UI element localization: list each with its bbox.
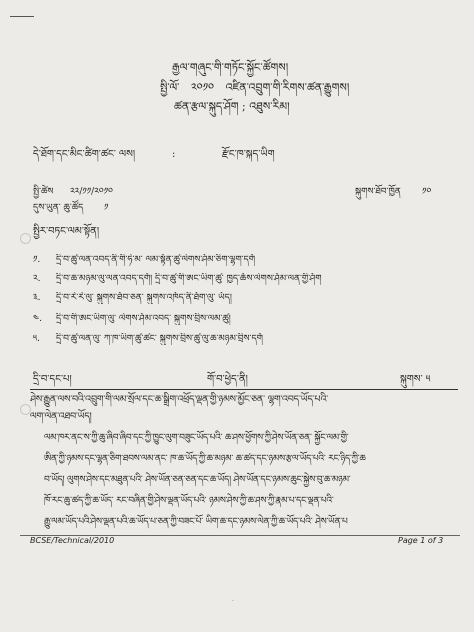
passage-line: རྒྱུ་ལམ་ཡོད་པའི་ཤེས་ལྡན་པའི་ཆ་ཡོད་པ་ཅན་ཀྱི་བཟང་པོ་ ཡིག་ཆ་དང་ཉམས་ལེན་ཀྱི་ཆ་ཡོད་པའི་ ཤེས་ཡོན་པ: [44, 517, 348, 527]
subject-value: རྫོང་ཁ་སྐད་ཡིག: [222, 149, 275, 160]
header-line-1: རྒྱལ་གཞུང་གི་གཏོང་སྐྱོང་ཚོགས།: [172, 61, 289, 74]
instruction-text: དྲི་བ་ཚུ་ལན་ལུ་ ཀ་ཁ་ཡིག་ཚུ་ཚང་ སྐུགས་བྲིས་ཚུ་ལུ་ཆ་མཉམ་བྲིས་དགོ: [56, 334, 263, 344]
passage-line: བ་ཡོད། ལུགས་ཤེས་དང་མཐུན་པའི་ ཤེས་ཡོན་ཅན་ཅན་དང་ཆ་ཡོད། ཤེས་ཡོན་དང་ཉམས་ཆུང་སྐྱེས་བུ་ཆ་མཉམ་: [44, 475, 351, 485]
footer-left: BCSE/Technical/2010: [30, 536, 115, 545]
instruction-text: དྲི་བ་རེ་རེ་ལུ་ སྐུགས་ཐོབ་ཅན་ སྐུགས་འཁོད་ནི་ཐོག་ལུ་ ཡོད།: [56, 293, 232, 303]
section-marks-value: ༥: [425, 374, 431, 385]
header-line-3: ཚན་རྩལ་སྐུད་ཤོག ; འཐུས་རིམ།: [174, 100, 290, 113]
scan-mark: [10, 16, 34, 17]
page-mark: ·: [232, 598, 234, 605]
instructions-heading: སྤྱིར་བཏང་ལམ་སྟོན།: [33, 226, 100, 237]
duration-value: ༡: [104, 203, 109, 213]
subject-label: དེ་ཐོག་དང་མིང་ཚིག་ཚང་ ལས།: [33, 149, 136, 160]
punch-hole: [20, 233, 31, 244]
header-year-label: སྤྱི་ལོ་: [160, 81, 180, 94]
instruction-number: ༢.: [33, 274, 41, 284]
section-rule: [30, 389, 458, 390]
passage-line: ཨིན་ཀྱི་ཉམས་དང་ལྷན་ཅིག་ཐབས་ལམ་ནང་ ཁ་ཆ་ཡོད་ཀྱི་ཆ་མཉམ་ ཆ་ཚད་དང་ཉམས་རྩལ་ཡོད་པའི་ རང་ཉིད་ཀྱི་ཆ: [44, 454, 366, 464]
instruction-number: ༤.: [33, 314, 43, 324]
section-marks: [400, 374, 430, 386]
passage-line: ཁོ་རང་ཆུ་ཚད་ཀྱི་ཆ་ཡོད་ རང་བཞིན་གྱི་ཤེས་ལྡན་ཡོད་པའི་ ཉམས་ཤེས་ཀྱི་ཆ་ཤས་ཀྱི་རྣམ་པ་དང་ལྡན་པའི་: [44, 496, 334, 506]
instruction-text: དྲི་བ་གི་ཨང་ཡིག་ལུ་ ལེགས་ཤོམ་འབད་ སྐུགས་བྲིས་ལམ་ཚུ།: [56, 314, 231, 324]
passage-line: ལམ་ཁར་ནང་ས་ཀྱི་ཆུ་ཞིབ་ཞིབ་དང་ཀྱི་ཁྱུང་ལུག་བཟུང་ཡོད་པའི་ ཆ་ཤས་ཕྱོགས་ཀྱི་ཤེས་ཡོན་ཅན་ སྐྱོང་ལམ་གྱི་: [44, 433, 349, 443]
question-line-1: ཤེས་རྒྱུན་ལས་བའི་འབྲུག་གི་ལམ་སྲོལ་དང་ཆ་སྒྲིག་འཕྲོད་ལྡན་གྱི་ཉམས་མྱོང་ཅན་ ལྷག་འབད་ཡོད་པའི་: [30, 394, 329, 405]
date-label: སྤྱི་ཚེས: [33, 187, 54, 197]
instruction-number: ༡.: [33, 255, 41, 265]
total-marks-label: སྐུགས་ཐོབ་ཁྱོན: [355, 187, 401, 197]
duration-label: དུས་ཡུན་ ཆུ་ཚོད: [33, 203, 84, 213]
footer-right: Page 1 of 3: [398, 536, 444, 545]
header-year: ༢༠༡༠: [190, 81, 215, 94]
instruction-text: དྲི་བ་ཚུ་ལན་འབད་ནི་གི་ཧེ་མ་ ལམ་སྟོན་ཚུ་ལེགས་ཤོམ་ཅིག་ལྷག་དགོ: [56, 255, 256, 265]
section-left-label: དྲི་བ་དང་པ།: [33, 374, 72, 385]
section-center-label: གོ་བ་ཕྱེད་ནི།: [207, 374, 248, 385]
instruction-number: ༥.: [33, 334, 40, 344]
question-line-2: ལག་ལེན་འཐབ་ཡོད།: [30, 411, 92, 422]
instruction-number: ༣.: [33, 293, 41, 303]
section-marks-label: སྐུགས་: [400, 374, 423, 385]
total-marks-value: ༡༠: [422, 187, 432, 197]
header-exam-name: འཛིན་འབྲུག་གི་རིགས་ཚན་རྒྱུགས།: [225, 81, 350, 94]
date-value: ༢༢/༡༡/༢༠༡༠: [70, 187, 114, 197]
header-line-2: [160, 82, 349, 94]
subject-colon: :: [172, 149, 176, 160]
instruction-text: དྲི་བ་ཆ་མཉམ་ལུ་ལན་འབད་དགོ། དྲི་བ་ཚུ་གི་ཨང་ཡིག་ཚུ་ ཁྱད་ཆོས་ལེགས་ཤོམ་ལན་གྱི་ཤོག: [56, 274, 322, 284]
